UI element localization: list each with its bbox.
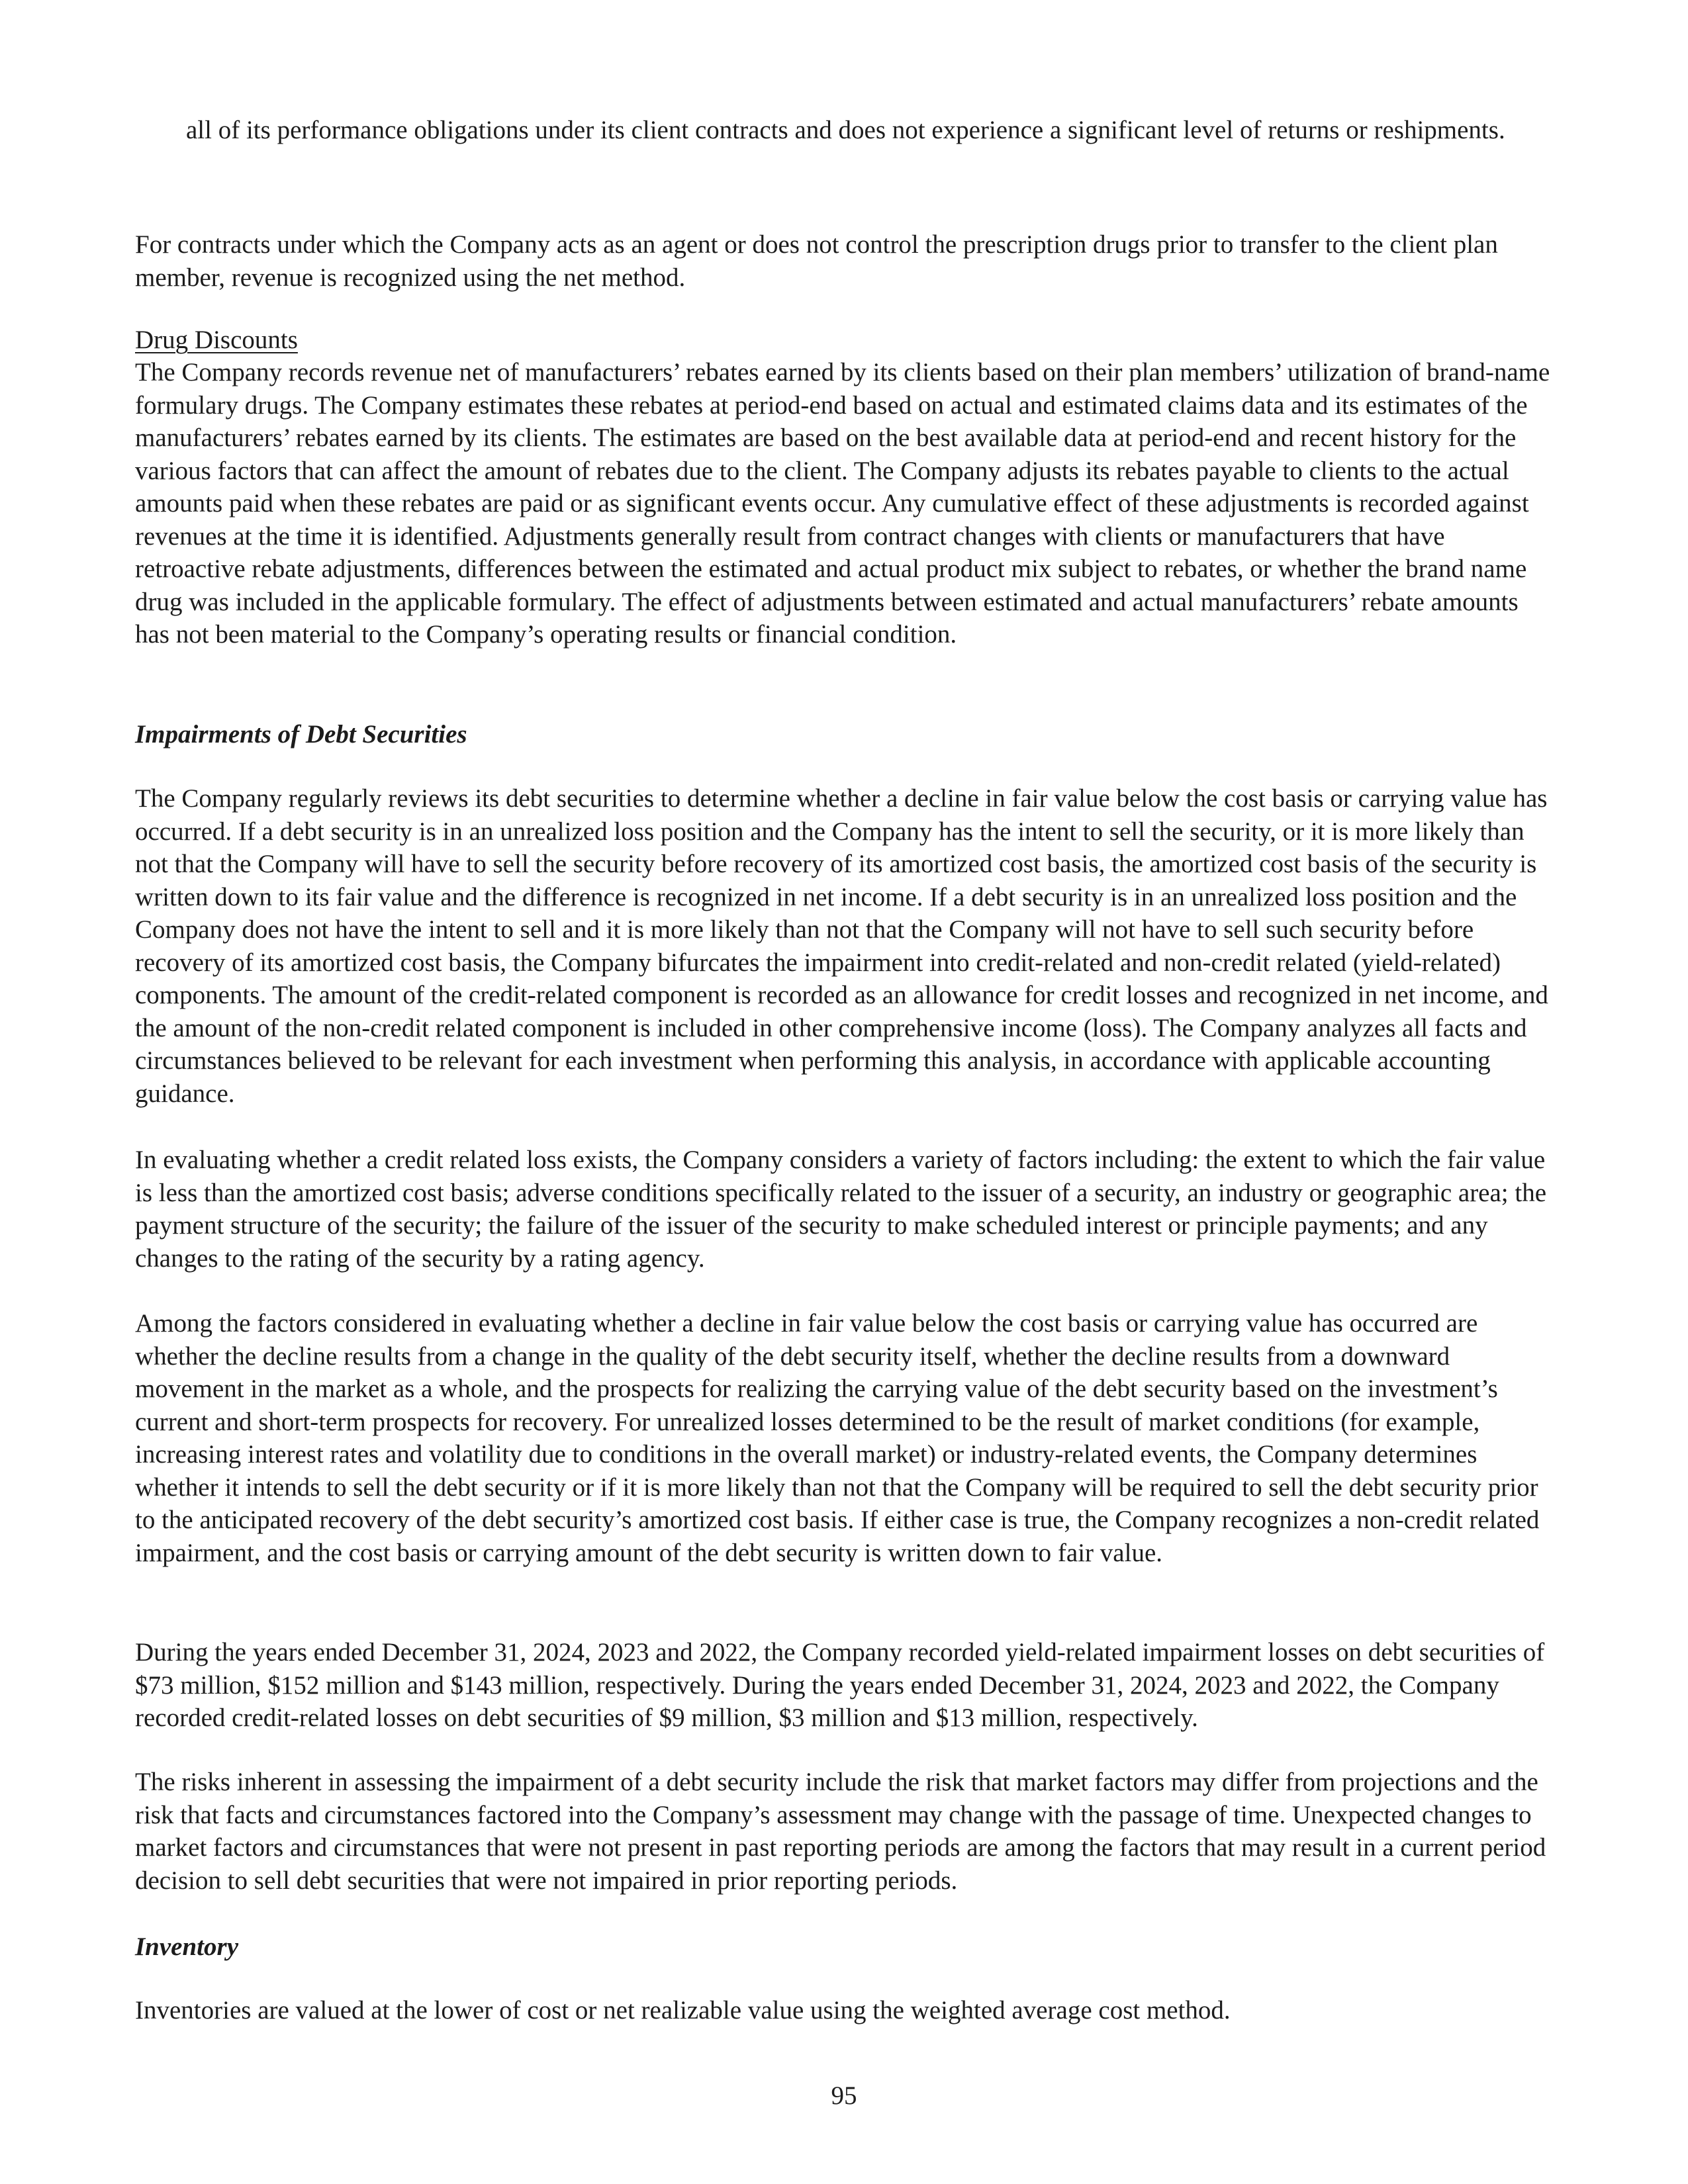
paragraph-drug-discounts: The Company records revenue net of manufacturers’ rebates earned by its clients based on their plan members’ utilization of brand-name formulary drugs. The Company estimates these rebates at period-end based on actual and estimated claims data and its estimates of the manufacturers’ rebates earned by its clients. The estimates are based on the best available data at period-end and recent history for the various factors that can affect the amount of rebates due to the client. The Company adjusts its rebates payable to clients to the actual amounts paid when these rebates are paid or as significant events occur. Any cumulative effect of these adjustments is recorded against revenues at the time it is identified. Adjustments generally result from contract changes with clients or manufacturers that have retroactive rebate adjustments, differences between the estimated and actual product mix subject to rebates, or whether the brand name drug was included in the applicable formulary. The effect of adjustments between estimated and actual manufacturers’ rebate amounts has not been material to the Company’s operating results or financial condition.	[135, 358, 1550, 649]
paragraph-decline-factors: Among the factors considered in evaluating whether a decline in fair value below the cost basis or carrying value has occurred are whether the decline results from a change in the quality of the debt security itself, whether the decline results from a downward movement in the market as a whole, and the prospects for realizing the carrying value of the debt security based on the investment’s current and short-term prospects for recovery. For unrealized losses determined to be the result of market conditions (for example, increasing interest rates and volatility due to conditions in the overall market) or industry-related events, the Company determines whether it intends to sell the debt security or if it is more likely than not that the Company will be required to sell the debt security prior to the anticipated recovery of the debt security’s amortized cost basis. If either case is true, the Company recognizes a non-credit related impairment, and the cost basis or carrying amount of the debt security is written down to fair value.	[135, 1309, 1540, 1567]
heading-inventory: Inventory	[135, 1933, 238, 1961]
paragraph-credit-related-loss: In evaluating whether a credit related loss exists, the Company considers a variety of factors including: the extent to which the fair value is less than the amortized cost basis; adverse conditions specifically related to the issuer of a security, an industry or geographic area; the payment structure of the security; the failure of the issuer of the security to make scheduled interest or principle payments; and any changes to the rating of the security by a rating agency.	[135, 1146, 1547, 1273]
heading-impairments-of-debt-securities: Impairments of Debt Securities	[135, 720, 467, 749]
paragraph-net-method: For contracts under which the Company acts as an agent or does not control the prescription drugs prior to transfer to the client plan member, revenue is recognized using the net method.	[135, 230, 1498, 292]
paragraph-impairment-losses: During the years ended December 31, 2024, 2023 and 2022, the Company recorded yield-related impairment losses on debt securities of $73 million, $152 million and $143 million, respectively. During the years ended December 31, 2024, 2023 and 2022, the Company recorded credit-related losses on debt securities of $9 million, $3 million and $13 million, respectively.	[135, 1638, 1545, 1732]
page-number: 95	[831, 2081, 857, 2110]
paragraph-performance-obligations: all of its performance obligations under its client contracts and does not experience a significant level of returns or reshipments.	[186, 116, 1505, 144]
heading-drug-discounts: Drug Discounts	[135, 326, 298, 354]
paragraph-impairment-risks: The risks inherent in assessing the impairment of a debt security include the risk that market factors may differ from projections and the risk that facts and circumstances factored into the Company’s assessment may change with the passage of time. Unexpected changes to market factors and circumstances that were not present in past reporting periods are among the factors that may result in a current period decision to sell debt securities that were not impaired in prior reporting periods.	[135, 1768, 1546, 1895]
paragraph-inventory: Inventories are valued at the lower of cost or net realizable value using the weighted average cost method.	[135, 1996, 1231, 2025]
paragraph-debt-securities-review: The Company regularly reviews its debt securities to determine whether a decline in fair value below the cost basis or carrying value has occurred. If a debt security is in an unrealized loss position and the Company has the intent to sell the security, or it is more likely than not that the Company will have to sell the security before recovery of its amortized cost basis, the amortized cost basis of the security is written down to its fair value and the difference is recognized in net income. If a debt security is in an unrealized loss position and the Company does not have the intent to sell and it is more likely than not that the Company will not have to sell such security before recovery of its amortized cost basis, the Company bifurcates the impairment into credit-related and non-credit related (yield-related) components. The amount of the credit-related component is recorded as an allowance for credit losses and recognized in net income, and the amount of the non-credit related component is included in other comprehensive income (loss). The Company analyzes all facts and circumstances believed to be relevant for each investment when performing this analysis, in accordance with applicable accounting guidance.	[135, 784, 1548, 1108]
